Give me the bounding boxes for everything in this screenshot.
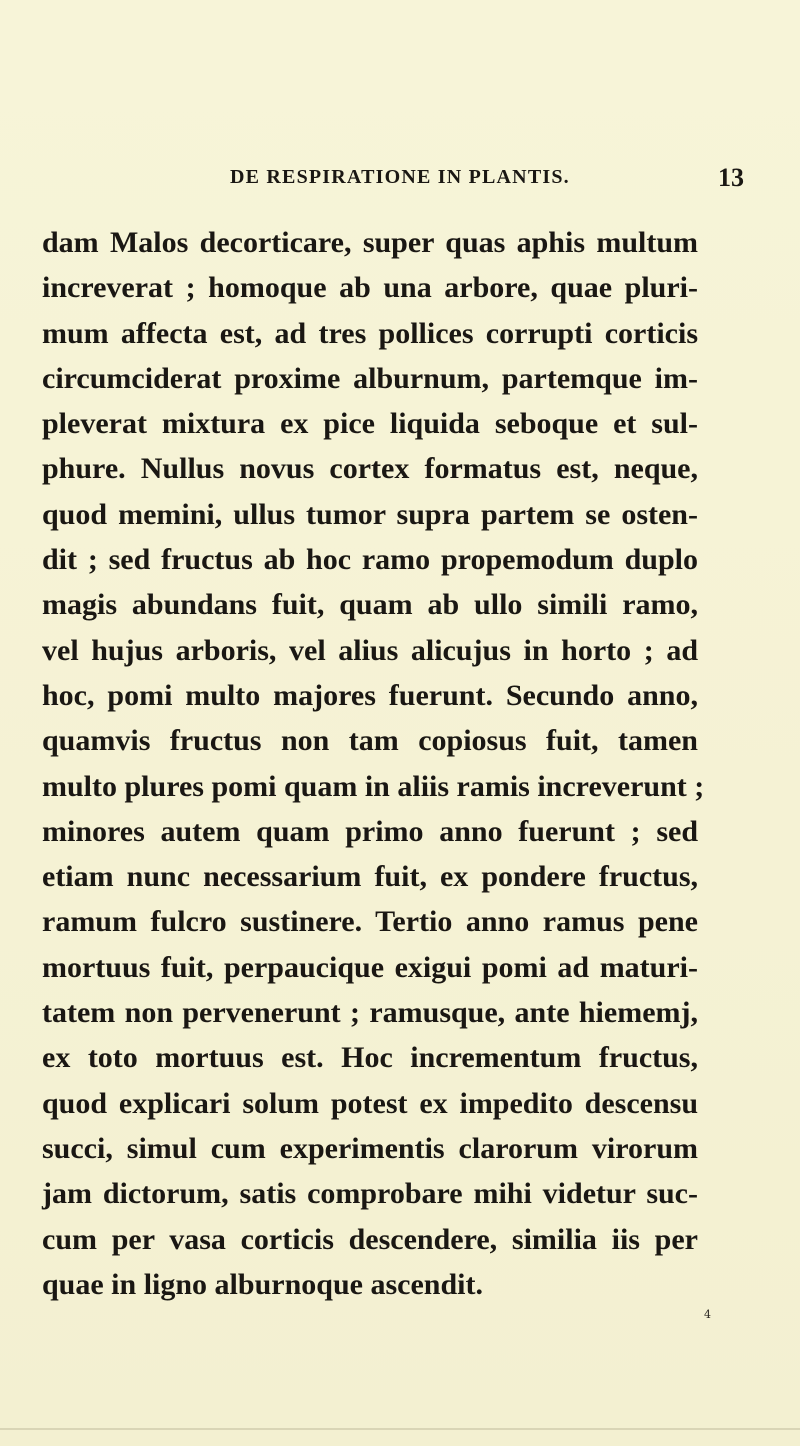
- text-line: quamvis fructus non tam copiosus fuit, tamen: [42, 724, 698, 758]
- text-line: ex toto mortuus est. Hoc incrementum fructus,: [42, 1041, 698, 1075]
- text-line: multo plures pomi quam in aliis ramis increverunt ;: [42, 769, 705, 803]
- text-line: phure. Nullus novus cortex formatus est, neque,: [42, 452, 698, 486]
- text-line: pleverat mixtura ex pice liquida seboque et sul-: [42, 407, 698, 441]
- text-line: succi, simul cum experimentis clarorum virorum: [42, 1131, 698, 1165]
- text-line: quod memini, ullus tumor supra partem se osten-: [42, 497, 698, 531]
- signature-mark: 4: [704, 1308, 711, 1321]
- text-line: dit ; sed fructus ab hoc ramo propemodum duplo: [42, 543, 698, 577]
- text-line: cum per vasa corticis descendere, similia iis per: [42, 1222, 698, 1256]
- text-line: jam dictorum, satis comprobare mihi videtur suc-: [42, 1177, 698, 1211]
- page-number: 13: [718, 163, 744, 192]
- running-title: DE RESPIRATIONE IN PLANTIS.: [230, 166, 570, 188]
- page-edge-divider: [0, 1428, 800, 1430]
- body-paragraph: [42, 220, 705, 1307]
- text-line: hoc, pomi multo majores fuerunt. Secundo anno,: [42, 678, 698, 712]
- text-line: quod explicari solum potest ex impedito descensu: [42, 1086, 698, 1120]
- text-line: circumciderat proxime alburnum, partemque im-: [42, 361, 698, 395]
- text-line: vel hujus arboris, vel alius alicujus in horto ; ad: [42, 633, 698, 667]
- text-line: etiam nunc necessarium fuit, ex pondere fructus,: [42, 860, 698, 894]
- text-line: increverat ; homoque ab una arbore, quae pluri-: [42, 271, 698, 305]
- text-line: minores autem quam primo anno fuerunt ; sed: [42, 814, 698, 848]
- text-line: dam Malos decorticare, super quas aphis multum: [42, 226, 698, 259]
- text-line: ramum fulcro sustinere. Tertio anno ramus pene: [42, 905, 698, 939]
- text-line: tatem non pervenerunt ; ramusque, ante hiememj,: [42, 996, 698, 1030]
- text-line: magis abundans fuit, quam ab ullo simili ramo,: [42, 588, 698, 622]
- text-line: mortuus fuit, perpaucique exigui pomi ad maturi-: [42, 950, 698, 984]
- text-line: mum affecta est, ad tres pollices corrupti corticis: [42, 316, 698, 350]
- text-line: quae in ligno alburnoque ascendit.: [42, 1267, 483, 1301]
